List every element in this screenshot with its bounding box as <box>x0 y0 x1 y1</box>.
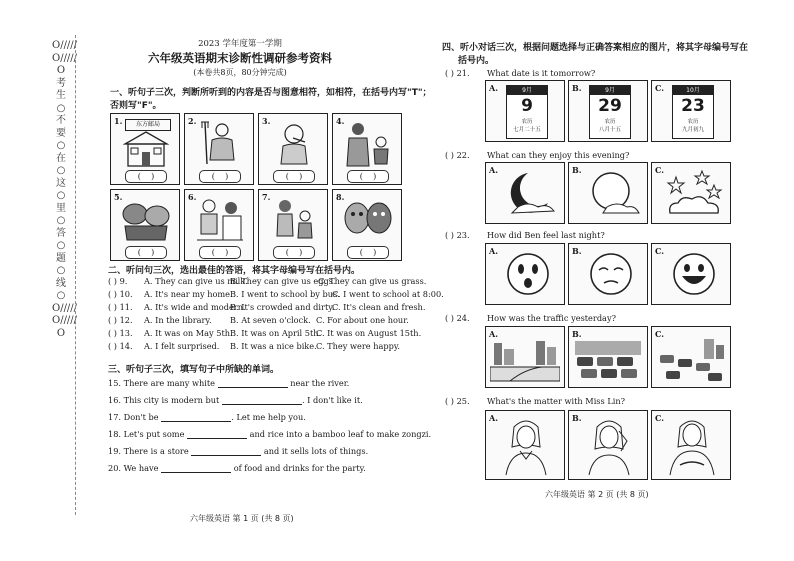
q25-options <box>485 410 730 478</box>
q23-options <box>485 243 730 303</box>
picture-2: 2. ( ) <box>184 113 254 185</box>
crescent-moon-icon <box>498 167 558 219</box>
q22-options <box>485 162 730 222</box>
happy-face-icon <box>670 250 718 298</box>
picture-8: 8. ( ) <box>332 189 402 261</box>
mother-and-child-icon <box>341 120 395 168</box>
mc-item-11: ( ) 11. A. It's wide and modern.B. It's crowded and dirty.C. It's clean and fresh. <box>108 302 426 312</box>
answer-box-7[interactable]: ( ) <box>273 246 315 259</box>
calendar-icon: 9月 29 农历 八月十五 <box>589 85 631 139</box>
traffic-jam-icon <box>573 337 643 383</box>
picture-3: 3. ( ) <box>258 113 328 185</box>
section-4-instruction: 四、听小对话三次，根据问题选择与正确答案相应的图片，将其字母编号写在 <box>442 43 749 53</box>
blank-18[interactable] <box>187 438 247 439</box>
answer-box-6[interactable]: ( ) <box>199 246 241 259</box>
q23-option-c[interactable]: C. <box>651 243 731 305</box>
exam-year: 2023 学年度第一学期 <box>198 39 282 49</box>
busy-street-icon <box>656 337 726 383</box>
q25-option-b[interactable]: B. <box>568 410 648 480</box>
answer-box-4[interactable]: ( ) <box>347 170 389 183</box>
answer-box-1[interactable]: ( ) <box>125 170 167 183</box>
lion-dance-icon <box>119 198 173 242</box>
tired-face-icon <box>587 250 635 298</box>
binding-dashed-line <box>75 35 77 515</box>
woman-sore-throat-icon <box>496 417 556 477</box>
mc-item-12: ( ) 12. A. In the library. B. At seven o'clock. C. For about one hour. <box>108 315 409 325</box>
section-2-instruction: 二、听问句三次，选出最佳的答语，将其字母编号写在括号内。 <box>108 266 361 276</box>
question-22: ( ) 22. What can they enjoy this evening? <box>445 150 630 160</box>
fill-item-18: 18. Let's put some and rice into a bamboo leaf to make zongzi. <box>108 429 432 439</box>
fill-item-19: 19. There is a store and it sells lots of things. <box>108 446 369 456</box>
doctor-and-patient-icon <box>193 196 247 244</box>
q23-option-a[interactable]: A. <box>485 243 565 305</box>
picture-1: 1. 东方邮局 ( ) <box>110 113 180 185</box>
q23-option-b[interactable]: B. <box>568 243 648 305</box>
picture-6: 6. ( ) <box>184 189 254 261</box>
q24-option-a[interactable]: A. <box>485 326 565 388</box>
empty-road-city-icon <box>490 337 560 383</box>
q21-options <box>485 80 730 140</box>
question-24: ( ) 24. How was the traffic yesterday? <box>445 313 616 323</box>
answer-box-3[interactable]: ( ) <box>273 170 315 183</box>
child-with-thermometer-icon <box>271 120 317 168</box>
q22-option-c[interactable]: C. <box>651 162 731 224</box>
answer-box-8[interactable]: ( ) <box>347 246 389 259</box>
section-1-instruction-2: 否则写"F"。 <box>110 101 162 111</box>
q22-option-a[interactable]: A. <box>485 162 565 224</box>
q21-option-b[interactable]: B. 9月 29 农历 八月十五 <box>568 80 648 142</box>
answer-box-5[interactable]: ( ) <box>125 246 167 259</box>
q24-options <box>485 326 730 386</box>
woman-headache-icon <box>579 417 639 477</box>
blank-15[interactable] <box>218 387 288 388</box>
surprised-face-icon <box>504 250 552 298</box>
mc-item-13: ( ) 13. A. It was on May 5th.B. It was on April 5th.C. It was on August 15th. <box>108 328 422 338</box>
picture-4: 4. ( ) <box>332 113 402 185</box>
q25-option-c[interactable]: C. <box>651 410 731 480</box>
fill-item-17: 17. Don't be . Let me help you. <box>108 412 306 422</box>
answer-box-2[interactable]: ( ) <box>199 170 241 183</box>
fill-item-16: 16. This city is modern but . I don't like it. <box>108 395 363 405</box>
binding-strip-text: O/////O/////O考生○不要○在○这○里○答○题○线○O/////O/////O <box>52 40 78 339</box>
q24-option-c[interactable]: C. <box>651 326 731 388</box>
listening-picture-grid <box>110 113 400 263</box>
q25-option-a[interactable]: A. <box>485 410 565 480</box>
full-moon-icon <box>581 167 641 219</box>
calendar-icon: 9月 9 农历 七月二十五 <box>506 85 548 139</box>
picture-7: 7. ( ) <box>258 189 328 261</box>
page-2-footer: 六年级英语 第 2 页 (共 8 页) <box>545 490 649 499</box>
blank-19[interactable] <box>191 455 261 456</box>
mc-item-10: ( ) 10. A. It's near my home.B. I went to school by bus.C. I went to school at 8:00. <box>108 289 444 299</box>
q22-option-b[interactable]: B. <box>568 162 648 224</box>
calendar-icon: 10月 23 农历 九月初九 <box>672 85 714 139</box>
q24-option-b[interactable]: B. <box>568 326 648 388</box>
fill-item-20: 20. We have of food and drinks for the party. <box>108 463 366 473</box>
page-1-footer: 六年级英语 第 1 页 (共 8 页) <box>190 514 294 523</box>
q21-option-c[interactable]: C. 10月 23 农历 九月初九 <box>651 80 731 142</box>
question-25: ( ) 25. What's the matter with Miss Lin? <box>445 396 626 406</box>
blank-20[interactable] <box>161 472 231 473</box>
question-21: ( ) 21. What date is it tomorrow? <box>445 68 596 78</box>
exam-subtitle: (本卷共8页，80分钟完成) <box>193 68 287 77</box>
fill-item-15: 15. There are many white near the river. <box>108 378 350 388</box>
farmer-with-fork-icon <box>197 120 243 168</box>
opera-masks-icon <box>341 196 395 244</box>
children-playing-icon <box>267 196 321 244</box>
section-1-instruction: 一、听句子三次，判断所听到的内容是否与图意相符，如相符，在括号内写"T"； <box>110 88 432 98</box>
section-3-instruction: 三、听句子三次，填写句子中所缺的单词。 <box>108 365 280 375</box>
mc-item-14: ( ) 14. A. I felt surprised. B. It was a nice bike.C. They were happy. <box>108 341 400 351</box>
picture-5: 5. ( ) <box>110 189 180 261</box>
mc-item-9: ( ) 9. A. They can give us milk.B. They can give us eggs.C. They can give us grass. <box>108 276 427 286</box>
woman-stomachache-icon <box>662 417 722 477</box>
post-office-building-icon <box>123 130 169 168</box>
stars-and-clouds-icon <box>662 167 724 219</box>
section-4-instruction-2: 括号内。 <box>458 56 495 66</box>
q21-option-a[interactable]: A. 9月 9 农历 七月二十五 <box>485 80 565 142</box>
question-23: ( ) 23. How did Ben feel last night? <box>445 230 605 240</box>
blank-16[interactable] <box>222 404 302 405</box>
blank-17[interactable] <box>161 421 231 422</box>
exam-title: 六年级英语期末诊断性调研参考资料 <box>148 51 332 65</box>
shop-sign: 东方邮局 <box>125 119 171 131</box>
